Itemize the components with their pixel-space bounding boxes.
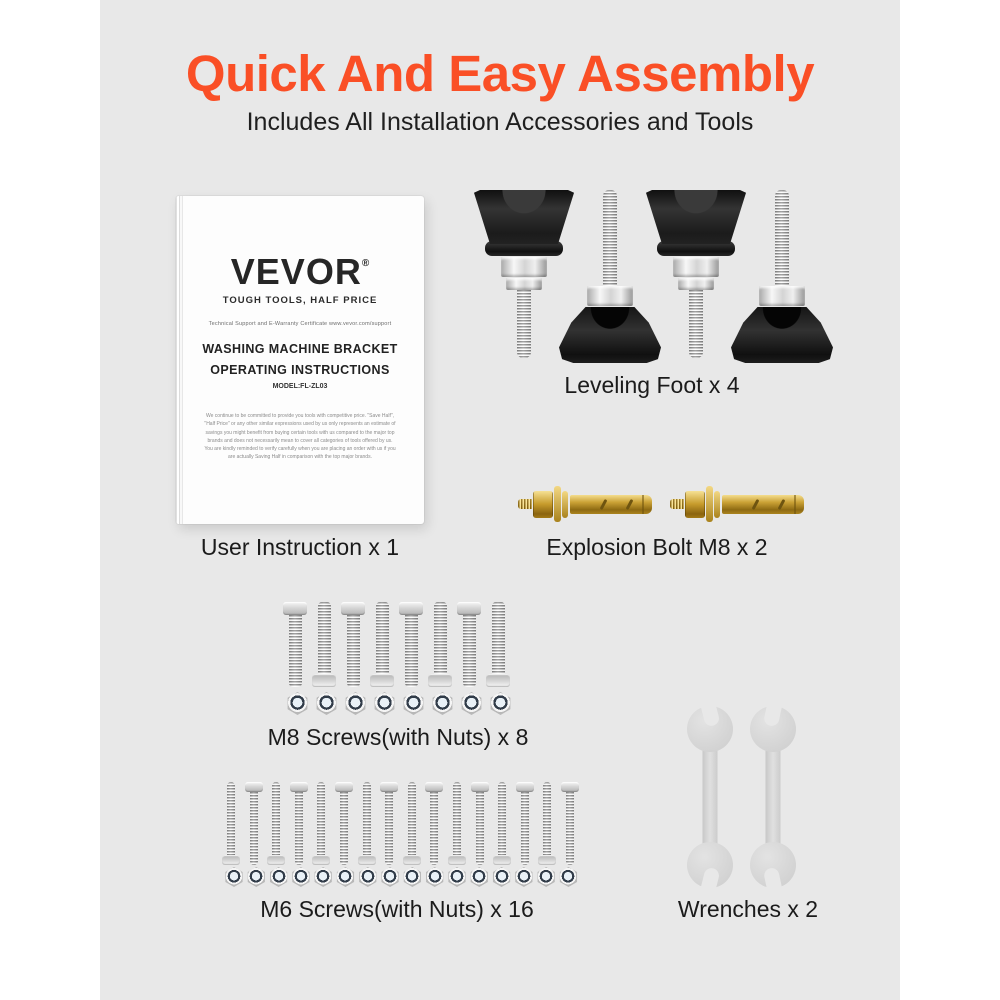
booklet-spine bbox=[176, 196, 184, 524]
caption-leveling-foot: Leveling Foot x 4 bbox=[564, 372, 740, 398]
m6-screw bbox=[561, 782, 579, 865]
m8-screw bbox=[428, 602, 452, 687]
explosion-bolt bbox=[670, 484, 804, 524]
caption-explosion-bolt: Explosion Bolt M8 x 2 bbox=[546, 534, 768, 560]
m6-screw bbox=[335, 782, 353, 865]
m8-screw bbox=[341, 602, 365, 687]
m6-nut bbox=[402, 867, 422, 887]
caption-wrenches: Wrenches x 2 bbox=[677, 896, 819, 922]
m6-nut bbox=[313, 867, 333, 887]
m8-screw bbox=[486, 602, 510, 687]
m6-nut bbox=[358, 867, 378, 887]
wrenches-group bbox=[687, 706, 796, 888]
m6-nuts-row bbox=[224, 867, 578, 887]
leveling-foot bbox=[727, 190, 837, 364]
m6-screw bbox=[493, 782, 511, 865]
m6-screw bbox=[312, 782, 330, 865]
support-line: Technical Support and E-Warranty Certificate www.vevor.com/support bbox=[208, 321, 392, 327]
m8-screw bbox=[370, 602, 394, 687]
wrench bbox=[750, 706, 796, 888]
m8-screw bbox=[457, 602, 481, 687]
m6-nut bbox=[224, 867, 244, 887]
m6-nut bbox=[558, 867, 578, 887]
doc-title-line2: OPERATING INSTRUCTIONS bbox=[210, 363, 390, 377]
registered-mark: ® bbox=[361, 258, 370, 269]
m6-nut bbox=[492, 867, 512, 887]
m8-nut bbox=[315, 692, 338, 715]
m6-nut bbox=[425, 867, 445, 887]
booklet-disclaimer: We continue to be committed to provide you tools with competitive price. "Save Half", "Half Price" or any other similar expressions used by us only represents an estimate of savings you might benefit from buying certain tools with us compared to the major top brands and does not necessarily mean to cover all categories of tools offered by us. You are kindly reminded to verify carefully when you are placing an order with us if you are actually Saving Half in comparison with the top major brands. bbox=[204, 413, 396, 461]
brand-tagline: TOUGH TOOLS, HALF PRICE bbox=[222, 295, 378, 306]
m6-nut bbox=[536, 867, 556, 887]
caption-m8-screws: M8 Screws(with Nuts) x 8 bbox=[267, 724, 529, 750]
m6-screw bbox=[267, 782, 285, 865]
leveling-feet-group bbox=[469, 190, 837, 364]
m8-screws-row bbox=[283, 602, 510, 687]
m8-nut bbox=[489, 692, 512, 715]
m6-nut bbox=[291, 867, 311, 887]
wrench bbox=[687, 706, 733, 888]
m8-nut bbox=[402, 692, 425, 715]
m6-nut bbox=[514, 867, 534, 887]
m6-screw bbox=[290, 782, 308, 865]
caption-user-instruction: User Instruction x 1 bbox=[200, 534, 400, 560]
user-instruction-booklet bbox=[176, 196, 424, 524]
m8-nut bbox=[460, 692, 483, 715]
m6-nut bbox=[447, 867, 467, 887]
m6-nut bbox=[269, 867, 289, 887]
m6-screw bbox=[448, 782, 466, 865]
m6-screw bbox=[245, 782, 263, 865]
doc-title-line1: WASHING MACHINE BRACKET bbox=[202, 342, 398, 356]
m8-nut bbox=[431, 692, 454, 715]
explosion-bolt bbox=[518, 484, 652, 524]
m8-nuts-row bbox=[286, 692, 512, 715]
m8-nut bbox=[373, 692, 396, 715]
page-subtitle: Includes All Installation Accessories and Tools bbox=[246, 108, 754, 136]
m6-screw bbox=[471, 782, 489, 865]
m6-screw bbox=[425, 782, 443, 865]
m6-screw bbox=[516, 782, 534, 865]
m6-screw bbox=[403, 782, 421, 865]
m6-screw bbox=[222, 782, 240, 865]
m6-nut bbox=[335, 867, 355, 887]
m8-screw bbox=[399, 602, 423, 687]
model-number: MODEL:FL-ZL03 bbox=[272, 383, 328, 390]
m6-screws-row bbox=[222, 782, 579, 865]
vevor-logo: VEVOR® bbox=[230, 251, 370, 292]
page-title: Quick And Easy Assembly bbox=[185, 45, 815, 102]
explosion-bolts-group bbox=[518, 484, 804, 524]
m6-nut bbox=[469, 867, 489, 887]
m6-screw bbox=[380, 782, 398, 865]
caption-m6-screws: M6 Screws(with Nuts) x 16 bbox=[260, 896, 534, 922]
m8-screw bbox=[312, 602, 336, 687]
m6-nut bbox=[380, 867, 400, 887]
m8-nut bbox=[344, 692, 367, 715]
m6-nut bbox=[246, 867, 266, 887]
m8-nut bbox=[286, 692, 309, 715]
m6-screw bbox=[358, 782, 376, 865]
m8-screw bbox=[283, 602, 307, 687]
m6-screw bbox=[538, 782, 556, 865]
